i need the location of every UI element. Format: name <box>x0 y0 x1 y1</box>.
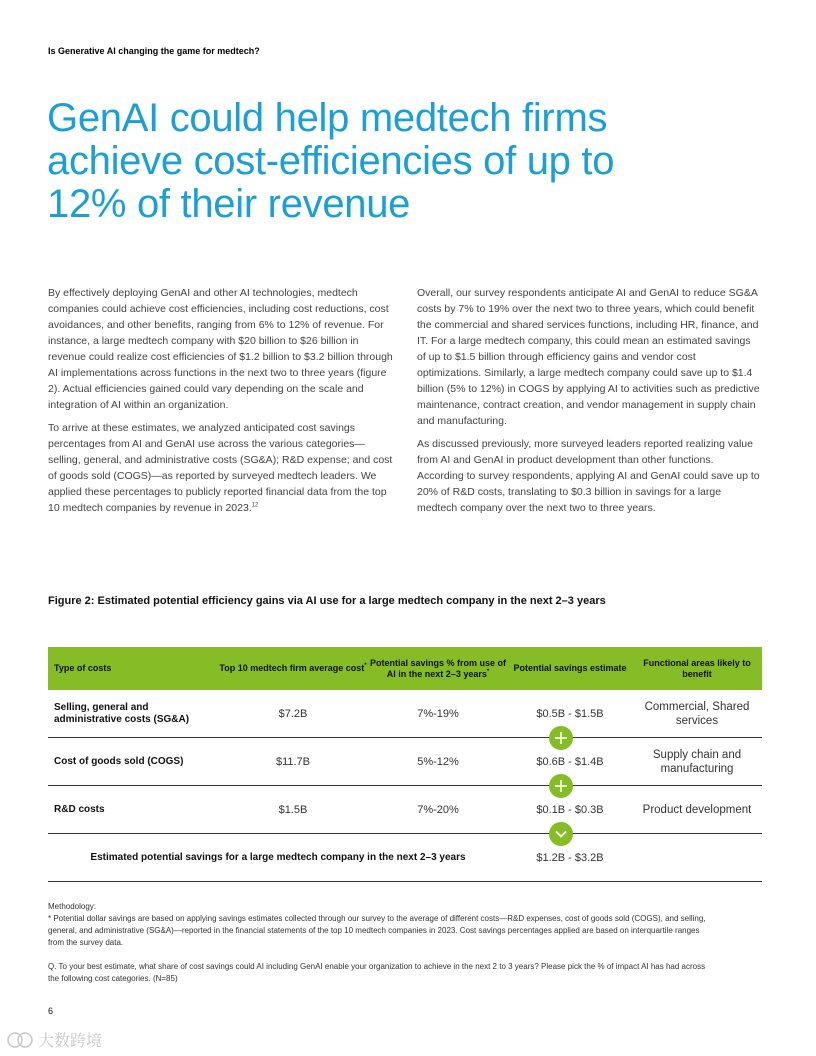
total-value: $1.2B - $3.2B <box>536 851 604 864</box>
total-label: Estimated potential savings for a large medtech company in the next 2–3 years <box>90 852 466 863</box>
column-header: Potential savings estimate <box>513 663 627 673</box>
table-row <box>48 738 762 786</box>
cost-type: Cost of goods sold (COGS) <box>54 755 184 767</box>
body-paragraph: To arrive at these estimates, we analyzed anticipated cost savings percentages from AI and GenAI use across the various categories—selling, general, and administrative costs (SG&A); R&D expense; and cost of goods sold (COGS)—as reported by surveyed medtech leaders. We applied these percentages to publicly reported financial data from the top 10 medtech companies by revenue in 2023.12 <box>48 422 393 514</box>
body-paragraph: Overall, our survey respondents anticipate AI and GenAI to reduce SG&A costs by 7% to 19% over the next two to three years, which could benefit the commercial and shared services functions, including HR, finance, and IT. For a large medtech company, this could mean an estimated savings of up to $1.5 billion through efficiency gains and vendor cost optimizations. Similarly, a large medtech company could save up to $1.4 billion (5% to 12%) in COGS by applying AI to activities such as predictive maintenance, contract creation, and vendor management in supply chain and manufacturing. <box>417 287 760 427</box>
avg-cost: $11.7B <box>275 755 311 768</box>
table-row <box>48 690 762 738</box>
methodology-note <box>48 901 708 997</box>
chevron-down-icon <box>549 822 573 846</box>
page-number: 6 <box>48 1006 54 1016</box>
body-paragraph: By effectively deploying GenAI and other AI technologies, medtech companies could achieve cost efficiencies, including cost reductions, cost avoidances, and other benefits, ranging from 6% to 12% of revenue. For instance, a large medtech company with $20 billion to $26 billion in revenue could realize cost efficiencies of $1.2 billion to $3.2 billion through AI implementations across functions in the next two to three years (figure 2). Actual efficiencies gained could vary depending on the scale and integration of AI within an organization. <box>48 287 393 411</box>
column-header: Potential savings % from use of AI in the next 2–3 years* <box>369 657 507 679</box>
page-headline <box>47 97 747 226</box>
functional-areas: Supply chain and manufacturing <box>652 748 742 775</box>
body-column-left <box>48 285 396 523</box>
functional-areas: Product development <box>642 803 752 816</box>
avg-cost: $7.2B <box>278 707 308 720</box>
methodology-heading: Methodology: <box>48 902 97 911</box>
avg-cost: $1.5B <box>278 803 308 816</box>
cost-type: Selling, general and administrative costs (SG&A) <box>54 701 190 725</box>
watermark: 大数跨境 <box>6 1028 102 1051</box>
methodology-text: * Potential dollar savings are based on applying savings estimates collected through our survey to the average of different costs—R&D expenses, cost of goods sold (COGS), and selling, general, and administrative (SG&A)—reported in the financial statements of the top 10 medtech companies in 2023. Cost savings percentages applied are based on interquartile ranges from the survey data. <box>48 914 706 947</box>
savings-table <box>48 647 762 882</box>
headline-line-2: achieve cost-efficiencies of up to <box>47 139 615 183</box>
table-header <box>48 647 762 690</box>
figure-title: Figure 2: Estimated potential efficiency gains via AI use for a large medtech company in the next 2–3 years <box>48 595 606 607</box>
savings-estimate: $0.6B - $1.4B <box>536 755 604 768</box>
column-header: Top 10 medtech firm average cost* <box>219 663 367 673</box>
savings-estimate: $0.5B - $1.5B <box>536 707 604 720</box>
cost-type: R&D costs <box>54 803 105 815</box>
running-title: Is Generative AI changing the game for medtech? <box>48 46 260 56</box>
savings-estimate: $0.1B - $0.3B <box>536 803 604 816</box>
table-row <box>48 786 762 834</box>
savings-pct: 5%-12% <box>417 755 459 768</box>
column-header: Type of costs <box>54 663 112 673</box>
functional-areas: Commercial, Shared services <box>644 700 750 727</box>
body-paragraph: As discussed previously, more surveyed leaders reported realizing value from AI and GenAI in product development than other functions. According to survey respondents, applying AI and GenAI could save up to 20% of R&D costs, translating to $0.3 billion in savings for a large medtech company over the next two to three years. <box>417 438 760 514</box>
total-row <box>48 834 762 882</box>
body-column-right <box>417 285 762 523</box>
plus-icon <box>549 774 573 798</box>
plus-icon <box>549 726 573 750</box>
survey-question: Q. To your best estimate, what share of cost savings could AI including GenAI enable your organization to achieve in the next 2 to 3 years? Please pick the % of impact AI has had across the following cost categories. (N=85) <box>48 962 706 983</box>
savings-pct: 7%-19% <box>417 707 459 720</box>
headline-line-1: GenAI could help medtech firms <box>47 96 608 140</box>
headline-line-3: 12% of their revenue <box>47 182 411 226</box>
footnote-ref: 12 <box>251 502 259 509</box>
watermark-logo-icon <box>6 1031 34 1049</box>
savings-pct: 7%-20% <box>417 803 459 816</box>
column-header: Functional areas likely to benefit <box>643 657 751 679</box>
